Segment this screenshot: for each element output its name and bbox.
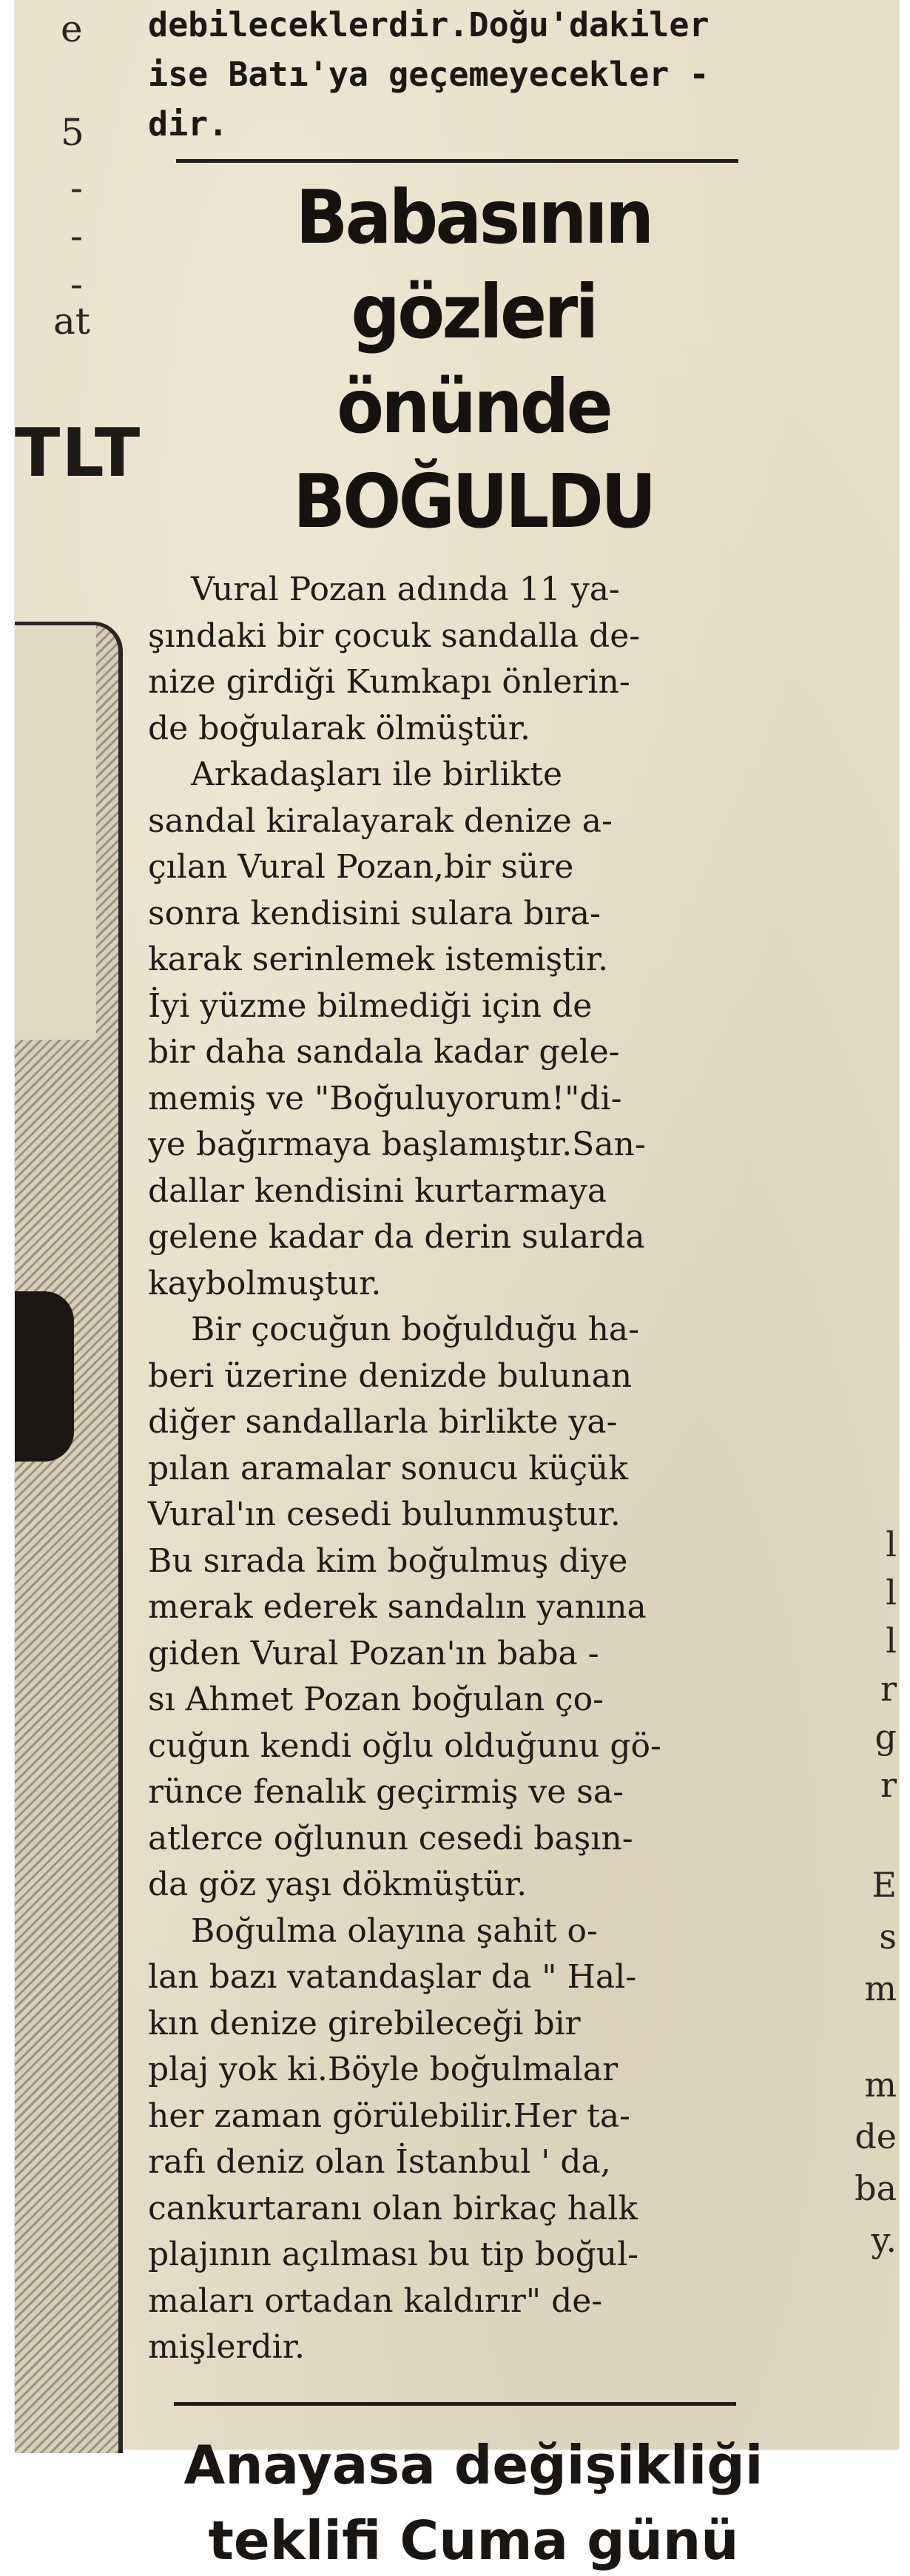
article-body-line: beri üzerine denizde bulunan [148, 1356, 633, 1395]
article-body-line: lan bazı vatandaşlar da " Hal- [148, 1958, 637, 1996]
article-body-line: sonra kendisini sulara bıra- [148, 894, 601, 932]
right-fragment: m [864, 2065, 897, 2105]
right-fragment: de [855, 2116, 897, 2156]
article-body-line: diğer sandallarla birlikte ya- [148, 1403, 618, 1441]
article-body [148, 567, 799, 2371]
separator-rule [174, 2402, 736, 2406]
article-body-line: Bir çocuğun boğulduğu ha- [191, 1311, 640, 1348]
headline-line: Babasının gözleri [295, 174, 652, 355]
article-body-line: cankurtaranı olan birkaç halk [148, 2189, 638, 2227]
right-fragment: ba [855, 2168, 897, 2208]
left-fragment: - [70, 215, 83, 258]
separator-rule [176, 159, 738, 163]
article-body-line: şındaki bir çocuk sandalla de- [148, 616, 641, 655]
right-fragment: l [886, 1524, 897, 1564]
article-body-line: sı Ahmet Pozan boğulan ço- [148, 1681, 604, 1718]
left-advertisement-graphic [15, 622, 123, 2453]
article-body-line: rafı deniz olan İstanbul ' da, [148, 2143, 611, 2181]
right-fragment: l [886, 1621, 897, 1661]
left-sign-text: TLT [15, 414, 142, 492]
article-body-line: da göz yaşı dökmüştür. [148, 1866, 528, 1903]
next-article-headline-cut: teklifi Cuma günü [208, 2509, 739, 2572]
article-body-line: Arkadaşları ile birlikte [191, 756, 563, 793]
right-fragment: l [886, 1573, 897, 1612]
article-body-line: atlerce oğlunun cesedi başın- [148, 1819, 633, 1857]
right-fragment: E [872, 1865, 897, 1905]
right-fragment: g [874, 1717, 897, 1757]
article-headline [171, 170, 776, 549]
article-body-line: ye bağırmaya başlamıştır.San- [148, 1126, 646, 1163]
article-body-line: Boğulma olayına şahit o- [191, 1911, 598, 1950]
article-body-line: de boğularak ölmüştür. [148, 709, 530, 747]
left-fragment: e [61, 7, 83, 50]
preceding-text-line: dir. [148, 104, 229, 144]
right-fragment: r [880, 1765, 897, 1805]
article-body-line: giden Vural Pozan'ın baba - [148, 1634, 599, 1672]
article-body-line: her zaman görülebilir.Her ta- [148, 2096, 631, 2135]
article-body-line: kın denize girebileceği bir [148, 2004, 581, 2042]
article-body-line: pılan aramalar sonucu küçük [148, 1449, 628, 1487]
article-column [148, 0, 799, 2572]
article-body-line: plaj yok ki.Böyle boğulmalar [148, 2051, 619, 2088]
ad-dark-shape [15, 1291, 74, 1462]
right-fragment: r [880, 1669, 897, 1709]
headline-line: önünde BOĞULDU [293, 363, 654, 545]
article-body-line: Bu sırada kim boğulmuş diye [148, 1541, 628, 1580]
article-body-line: Vural'ın cesedi bulunmuştur. [148, 1496, 621, 1533]
article-body-line: dallar kendisini kurtarmaya [148, 1171, 607, 1210]
article-body-line: kaybolmuştur. [148, 1264, 382, 1302]
article-body-line: rünce fenalık geçirmiş ve sa- [148, 1773, 624, 1811]
article-body-line: merak ederek sandalın yanına [148, 1588, 647, 1626]
article-body-line: çılan Vural Pozan,bir süre [148, 848, 574, 886]
article-body-line: cuğun kendi oğlu olduğunu gö- [148, 1726, 661, 1765]
ad-light-area [15, 625, 96, 1040]
article-body-line: plajının açılması bu tip boğul- [148, 2236, 639, 2273]
right-fragment: y. [871, 2220, 897, 2260]
article-body-line: bir daha sandala kadar gele- [148, 1033, 620, 1071]
article-body-line: karak serinlemek istemiştir. [148, 941, 609, 978]
left-fragment: - [70, 167, 83, 209]
left-fragment: 5 [61, 111, 84, 154]
left-fragment: - [70, 263, 83, 306]
article-body-line: Vural Pozan adında 11 ya- [191, 571, 620, 608]
article-body-line: gelene kadar da derin sularda [148, 1218, 645, 1256]
left-fragment: at [53, 300, 90, 343]
preceding-text-line: debileceklerdir.Doğu'dakiler [148, 5, 710, 44]
right-fragment: m [864, 1968, 897, 2008]
article-body-line: memiş ve "Boğuluyorum!"di- [148, 1079, 622, 1117]
preceding-text-line: ise Batı'ya geçemeyecekler - [148, 55, 710, 94]
right-fragment: s [879, 1917, 897, 1957]
article-body-line: sandal kiralayarak denize a- [148, 801, 613, 840]
article-body-line: mişlerdir. [148, 2328, 305, 2366]
article-body-line: nize girdiği Kumkapı önlerin- [148, 663, 630, 701]
next-article-headline: Anayasa değişikliği [183, 2433, 764, 2496]
article-body-line: maları ortadan kaldırır" de- [148, 2281, 603, 2320]
article-body-line: İyi yüzme bilmediği için de [148, 986, 593, 1025]
